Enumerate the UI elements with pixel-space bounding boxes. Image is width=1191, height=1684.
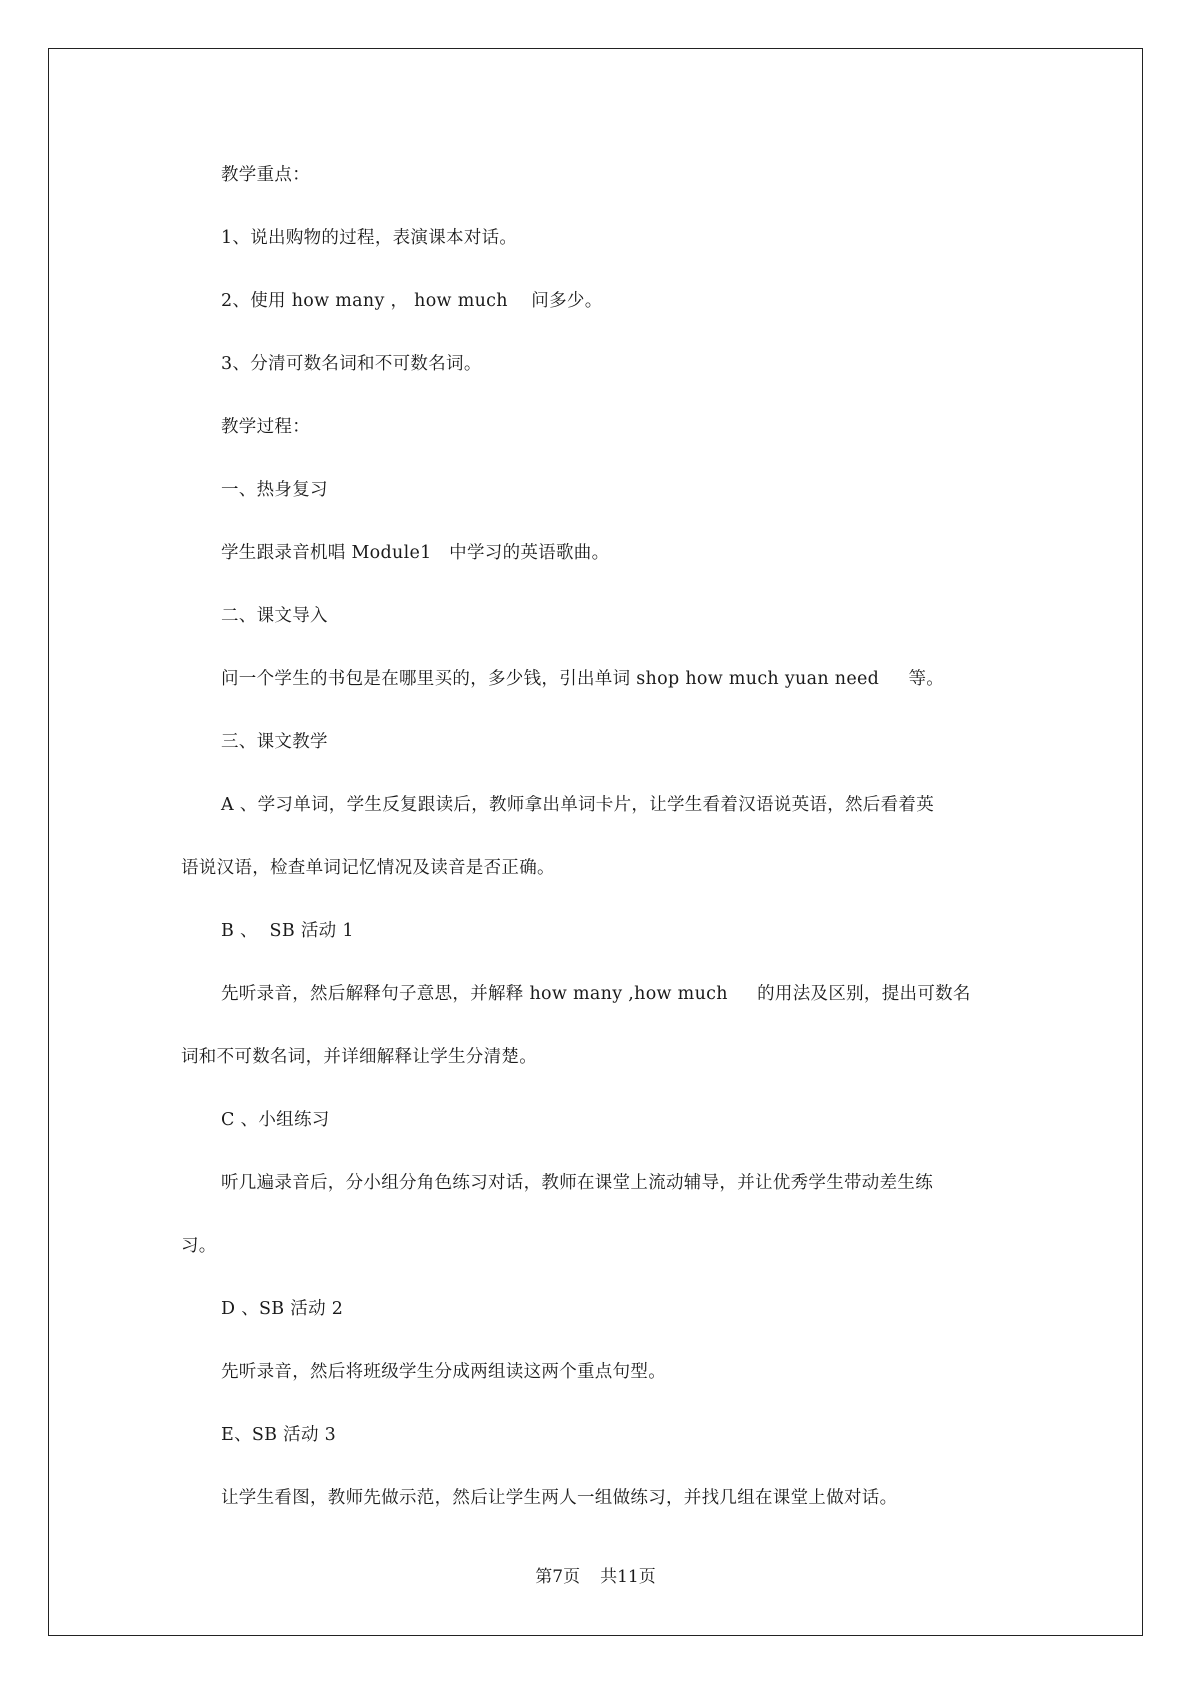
section-heading: 二、课文导入 — [221, 606, 328, 626]
subsection-heading: C 、小组练习 — [221, 1110, 330, 1130]
heading-teaching-focus: 教学重点： — [221, 165, 310, 185]
subsection-heading: D 、SB 活动 2 — [221, 1299, 344, 1319]
paragraph: 先听录音，然后解释句子意思，并解释 how many ,how much 的用法及区别，提出可数名 — [221, 984, 971, 1004]
heading-teaching-process: 教学过程： — [221, 417, 310, 437]
paragraph: A 、学习单词，学生反复跟读后，教师拿出单词卡片，让学生看着汉语说英语，然后看着英 — [221, 795, 934, 815]
section-heading: 一、热身复习 — [221, 480, 328, 500]
paragraph: 2、使用 how many ， how much 问多少。 — [221, 291, 603, 311]
paragraph-continuation: 语说汉语，检查单词记忆情况及读音是否正确。 — [181, 858, 555, 878]
paragraph-continuation: 词和不可数名词，并详细解释让学生分清楚。 — [181, 1047, 537, 1067]
paragraph: 让学生看图，教师先做示范，然后让学生两人一组做练习，并找几组在课堂上做对话。 — [221, 1488, 898, 1508]
page-footer — [0, 1565, 1191, 1589]
paragraph-continuation: 习。 — [181, 1236, 217, 1256]
paragraph: 3、分清可数名词和不可数名词。 — [221, 354, 482, 374]
page-border — [48, 48, 1143, 1636]
paragraph: 1、说出购物的过程，表演课本对话。 — [221, 228, 518, 248]
page-number: 第7页 — [535, 1567, 581, 1587]
page-total: 共11页 — [600, 1567, 656, 1587]
paragraph: 听几遍录音后，分小组分角色练习对话，教师在课堂上流动辅导，并让优秀学生带动差生练 — [221, 1173, 933, 1193]
subsection-heading: E、SB 活动 3 — [221, 1425, 337, 1445]
paragraph: 问一个学生的书包是在哪里买的，多少钱，引出单词 shop how much yuan need 等。 — [221, 669, 945, 689]
paragraph: 学生跟录音机唱 Module1 中学习的英语歌曲。 — [221, 543, 610, 563]
paragraph: 先听录音，然后将班级学生分成两组读这两个重点句型。 — [221, 1362, 666, 1382]
section-heading: 三、课文教学 — [221, 732, 328, 752]
subsection-heading: B 、 SB 活动 1 — [221, 921, 354, 941]
